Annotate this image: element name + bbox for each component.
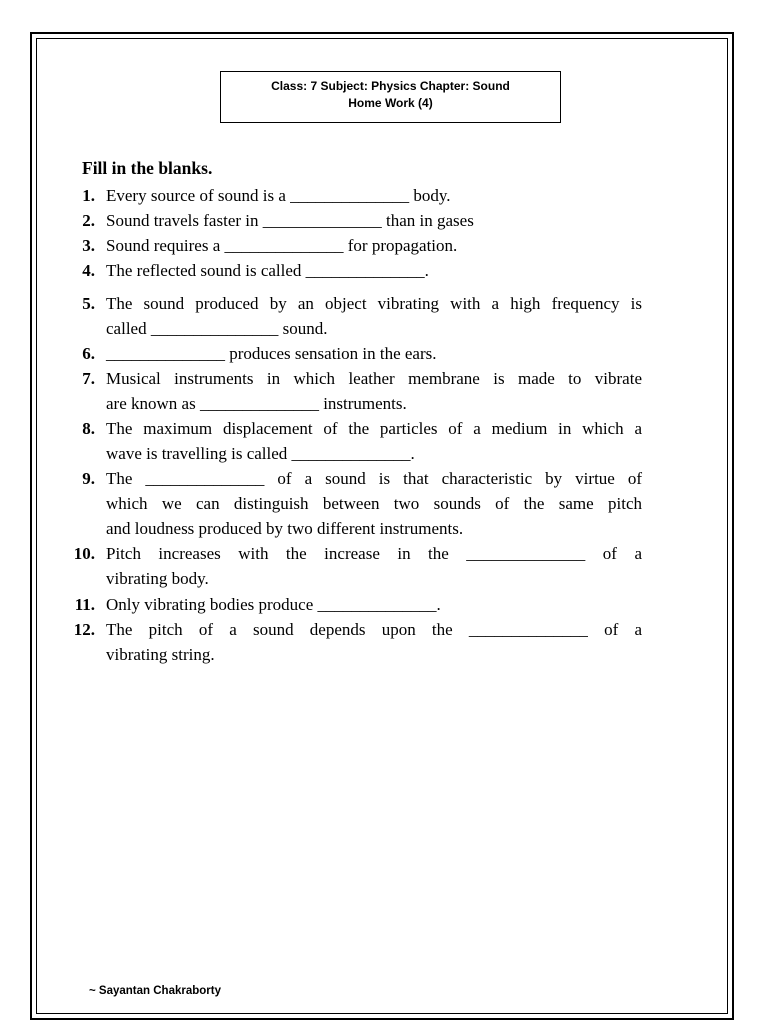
header-box bbox=[220, 71, 561, 123]
question-number: 4. bbox=[82, 261, 95, 280]
question-text: which we can distinguish between two sounds of the same pitch bbox=[106, 494, 642, 513]
question-text: Musical instruments in which leather membrane is made to vibrate bbox=[106, 369, 642, 388]
question-number: 12. bbox=[73, 620, 95, 639]
question-text: Sound requires a ______________ for propagation. bbox=[106, 236, 458, 255]
question-text: are known as ______________ instruments. bbox=[106, 394, 407, 413]
question-number: 3. bbox=[82, 236, 95, 255]
question-number: 1. bbox=[82, 186, 95, 205]
question-text: ______________ produces sensation in the ears. bbox=[106, 344, 437, 363]
question-text: Only vibrating bodies produce ______________. bbox=[106, 595, 441, 614]
question-number: 5. bbox=[82, 294, 95, 313]
question-text: The pitch of a sound depends upon the ______________ of a bbox=[106, 620, 642, 639]
header-line-1: Class: 7 Subject: Physics Chapter: Sound bbox=[271, 79, 510, 93]
question-text: called _______________ sound. bbox=[106, 319, 328, 338]
question-text: and loudness produced by two different instruments. bbox=[106, 519, 464, 538]
question-number: 8. bbox=[82, 419, 95, 438]
header-line-2: Home Work (4) bbox=[348, 96, 433, 110]
question-text: The sound produced by an object vibrating with a high frequency is bbox=[106, 294, 642, 313]
question-text: Every source of sound is a ______________ body. bbox=[106, 186, 451, 205]
question-text: Pitch increases with the increase in the ______________ of a bbox=[106, 544, 642, 563]
question-text: vibrating body. bbox=[106, 569, 209, 588]
question-text: The reflected sound is called ______________. bbox=[106, 261, 429, 280]
question-text: wave is travelling is called ______________. bbox=[106, 444, 415, 463]
question-text: The ______________ of a sound is that characteristic by virtue of bbox=[106, 469, 642, 488]
question-number: 7. bbox=[82, 369, 95, 388]
section-title: Fill in the blanks. bbox=[82, 158, 213, 178]
author-credit: ~ Sayantan Chakraborty bbox=[89, 985, 221, 997]
question-number: 6. bbox=[82, 344, 95, 363]
question-text: The maximum displacement of the particles of a medium in which a bbox=[106, 419, 642, 438]
question-number: 2. bbox=[82, 211, 95, 230]
question-number: 10. bbox=[73, 544, 95, 563]
question-text: Sound travels faster in ______________ than in gases bbox=[106, 211, 474, 230]
question-number: 11. bbox=[74, 595, 95, 614]
question-text: vibrating string. bbox=[106, 645, 215, 664]
question-number: 9. bbox=[82, 469, 95, 488]
